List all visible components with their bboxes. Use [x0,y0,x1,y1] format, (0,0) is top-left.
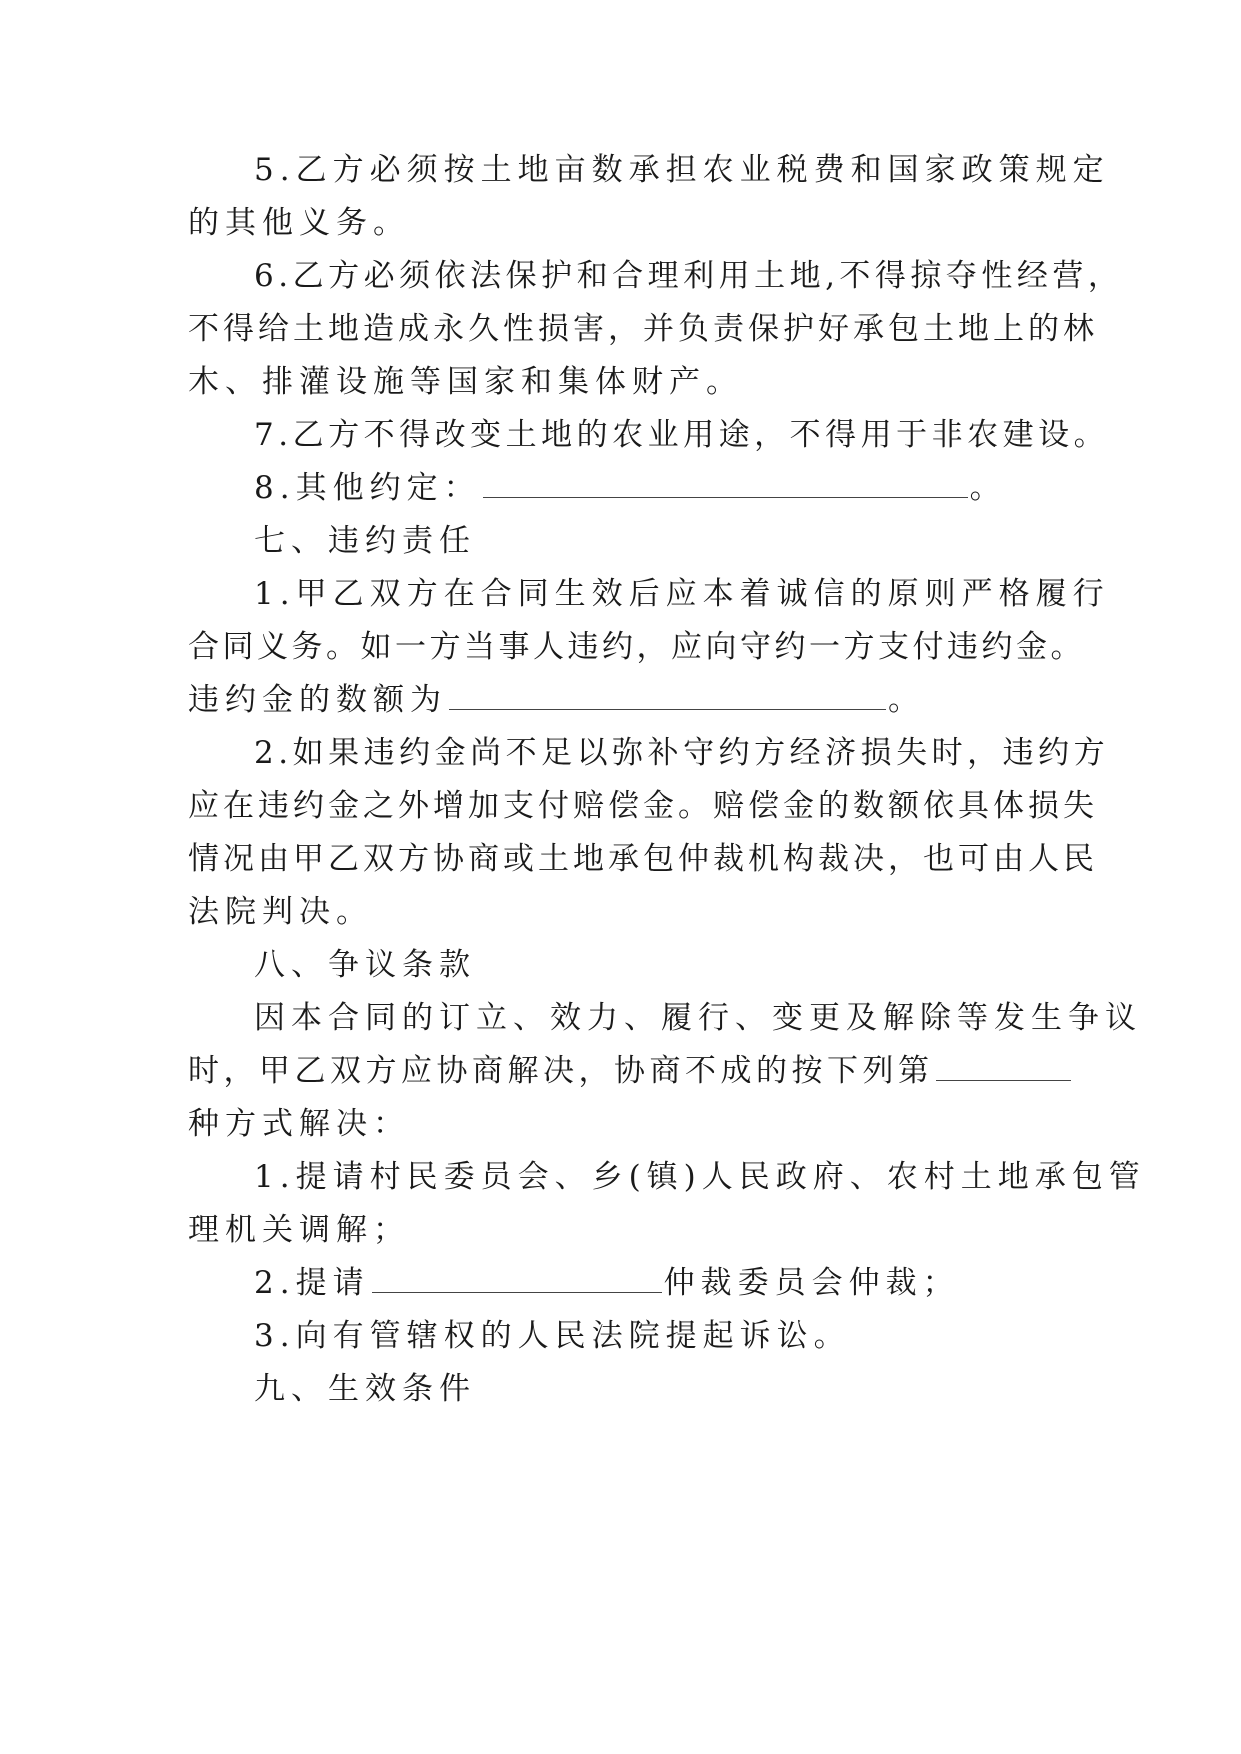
dispute-option-1-line-1: 1.提请村民委员会、乡(镇)人民政府、农村土地承包管 [254,1159,1146,1195]
clause-6-7: 7.乙方不得改变土地的农业用途，不得用于非农建设。 [254,417,1110,453]
clause-7-2-line-3: 情况由甲乙双方协商或土地承包仲裁机构裁决，也可由人民 [188,841,1098,877]
clause-7-2-line-4: 法院判决。 [188,894,373,930]
arbitration-suffix: 仲裁委员会仲裁； [663,1265,960,1301]
arbitration-committee-blank[interactable] [372,1264,662,1293]
section-9-heading: 九、生效条件 [254,1371,476,1407]
penalty-amount-label: 违约金的数额为 [188,682,447,718]
section-8-heading: 八、争议条款 [254,947,476,983]
clause-6-5-line-1: 5.乙方必须按土地亩数承担农业税费和国家政策规定 [254,152,1110,188]
clause-6-6-line-2: 不得给土地造成永久性损害，并负责保护好承包土地上的林 [188,311,1098,347]
dispute-method-blank[interactable] [936,1052,1071,1081]
clause-6-6-line-1: 6.乙方必须依法保护和合理利用土地,不得掠夺性经营， [254,258,1124,294]
clause-7-1-line-3 [188,680,925,720]
penalty-amount-blank[interactable] [449,681,886,710]
dispute-option-3: 3.向有管辖权的人民法院提起诉讼。 [254,1318,851,1354]
section-7-heading: 七、违约责任 [254,523,476,559]
dispute-option-1-line-2: 理机关调解； [188,1212,410,1248]
other-agreement-blank[interactable] [483,469,968,498]
dispute-line-3: 种方式解决： [188,1106,410,1142]
clause-7-1-line-2: 合同义务。如一方当事人违约，应向守约一方支付违约金。 [188,629,1085,665]
clause-6-5-line-2: 的其他义务。 [188,205,410,241]
arbitration-label: 2.提请 [254,1265,370,1301]
dispute-line-2 [188,1051,1073,1091]
clause-6-6-line-3: 木、排灌设施等国家和集体财产。 [188,364,743,400]
dispute-option-2 [254,1263,960,1303]
dispute-line-1: 因本合同的订立、效力、履行、变更及解除等发生争议 [254,1000,1142,1036]
clause-7-1-line-1: 1.甲乙双方在合同生效后应本着诚信的原则严格履行 [254,576,1110,612]
clause-7-2-line-2: 应在违约金之外增加支付赔偿金。赔偿金的数额依具体损失 [188,788,1098,824]
clause-6-8-end: 。 [969,470,1007,506]
dispute-method-label: 时，甲乙双方应协商解决，协商不成的按下列第 [188,1053,934,1089]
clause-7-2-line-1: 2.如果违约金尚不足以弥补守约方经济损失时，违约方 [254,735,1110,771]
clause-6-8 [254,468,1007,508]
clause-6-8-label: 8.其他约定： [254,470,481,506]
clause-7-1-end: 。 [888,682,925,718]
